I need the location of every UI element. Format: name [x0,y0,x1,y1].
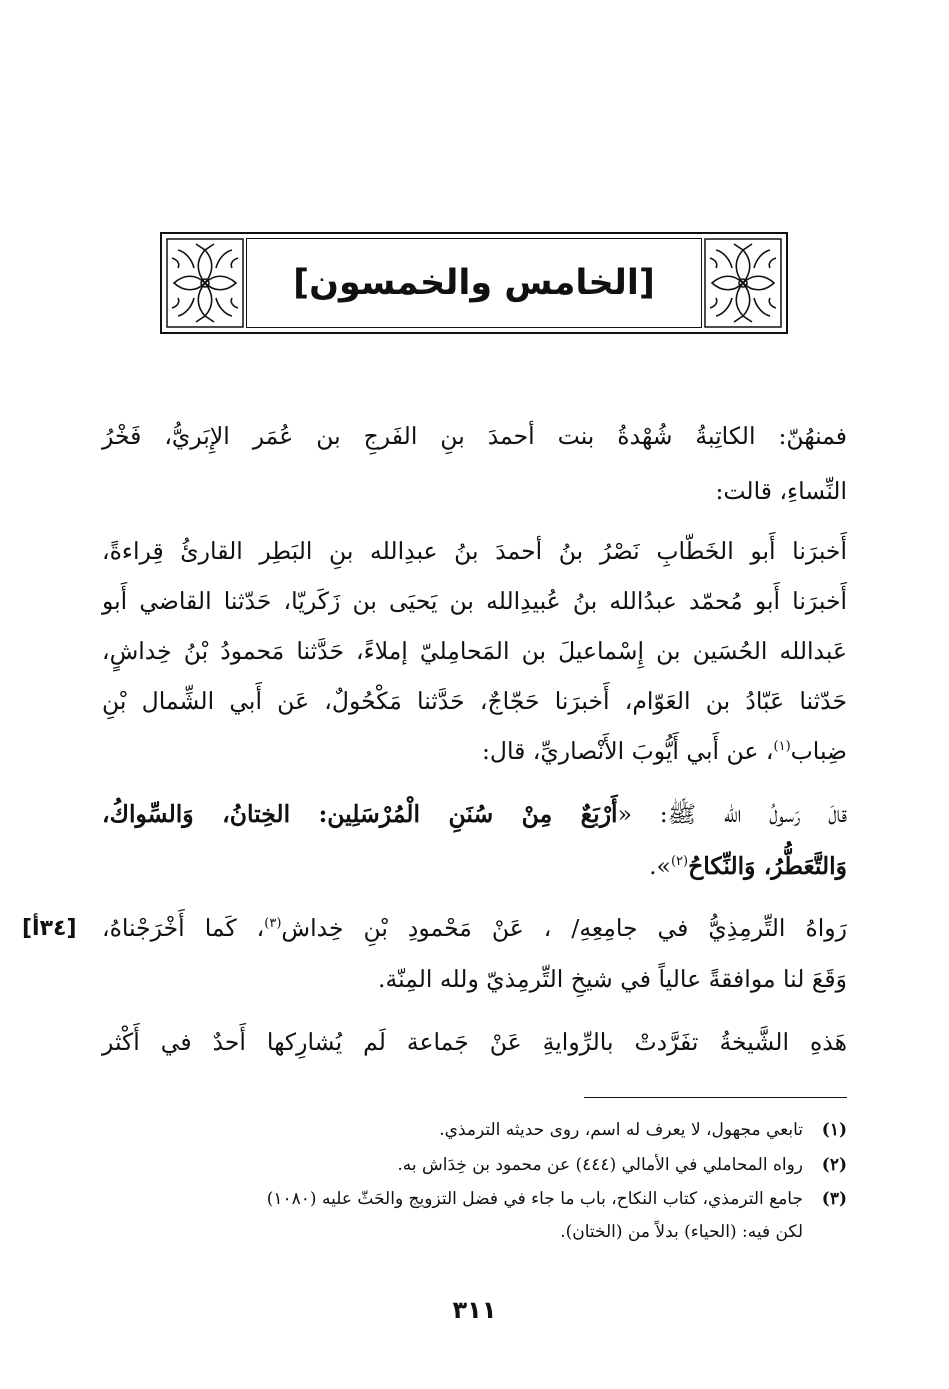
body-line: وَقَعَ لنا موافقةً عالياً في شيخِ التِّرمِذيّ ولله المِنّة. [378,965,847,993]
body-line [482,737,847,765]
body-line: حَدّثنا عَبّادُ بن العَوّام، أَخبرَنا حَجّاجٌ، حَدَّثنا مَكْحُولٌ، عَن أَبي الشِّمال بْنِ [102,687,847,715]
body-line [102,914,847,942]
floral-ornament-icon [166,238,244,328]
footnote-3-continuation: لكن فيه: (الحياء) بدلاً من (الختان). [560,1222,803,1242]
footnote-mark: (٣) [264,916,282,932]
chapter-title: [الخامس والخمسون] [293,263,655,303]
footnote-text: تابعي مجهول، لا يعرف له اسم، روى حديثه الترمذي. [439,1120,803,1140]
floral-ornament-icon [704,238,782,328]
footnote-number: (٣) [821,1189,847,1209]
footnote-mark: (١) [773,739,791,755]
hadith-text: أَرْبَعٌ مِنْ سُنَنِ الْمُرْسَلِين: الخِتانُ، وَالسِّواكُ، [102,800,618,828]
page-number: ٣١١ [452,1296,497,1324]
footnote-1 [439,1120,847,1140]
body-text: ، عن أَبي أَيُّوبَ الأَنْصاريِّ، قال: [481,737,774,765]
body-text: ». [649,852,671,880]
body-line: عَبدالله الحُسَين بن إِسْماعيلَ بن المَحامِليّ إملاءً، حَدَّثنا مَحمودُ بْنُ خِداشٍ، [102,637,847,665]
chapter-title-box [246,238,702,328]
body-line: فمنهُنّ: الكاتِبةُ شُهْدةُ بنت أحمدَ بنِ الفَرجِ بن عُمَر الإِبَريُّ، فَخْرُ [102,422,847,450]
body-text: رَواهُ التِّرمِذِيُّ في جامِعِهِ/ ، عَنْ مَحْمودِ بْنِ خِداش [281,914,848,942]
footnote-3 [267,1189,847,1209]
hadith-line [102,800,847,834]
body-text: ، كَما أَخْرَجْناهُ، [102,914,265,942]
footnote-number: (٢) [821,1155,847,1175]
footnote-mark: (٢) [670,854,689,870]
chapter-title-frame [160,232,788,334]
manuscript-folio-reference: [٣٤أ] [22,916,77,941]
hadith-line [649,852,847,880]
footnote-separator [584,1097,847,1098]
body-line: أَخبرَنا أَبو مُحمّد عبدُالله بنُ عُبيدِالله بن يَحيَى بن زَكَريّا، حَدّثنا القاضي أَبو [102,587,847,615]
body-text: قالَ رَسولُ الله ﷺ: « [617,800,847,828]
footnote-text: جامع الترمذي، كتاب النكاح، باب ما جاء في فضل التزويج والحَثّ عليه (١٠٨٠) [266,1189,803,1209]
hadith-text: وَالتَّعَطُّرُ، وَالنِّكاحُ [688,852,847,880]
body-line: النِّساءِ، قالت: [715,477,847,505]
body-text: ضِباب [790,737,847,765]
footnote-number: (١) [821,1120,847,1140]
footnote-2 [397,1155,847,1175]
body-line: أَخبرَنا أَبو الخَطّابِ نَصْرُ بنُ أحمدَ بنُ عبدِالله بنِ البَطِر القارئُ قِراءةً، [102,537,847,565]
body-line: هَذهِ الشَّيخةُ تفَرَّدتْ بالرِّوايةِ عَنْ جَماعة لَم يُشارِكها أَحدٌ في أَكْثر [102,1028,847,1056]
footnote-text: رواه المحاملي في الأمالي (٤٤٤) عن محمود بن خِدَاش به. [397,1155,803,1175]
